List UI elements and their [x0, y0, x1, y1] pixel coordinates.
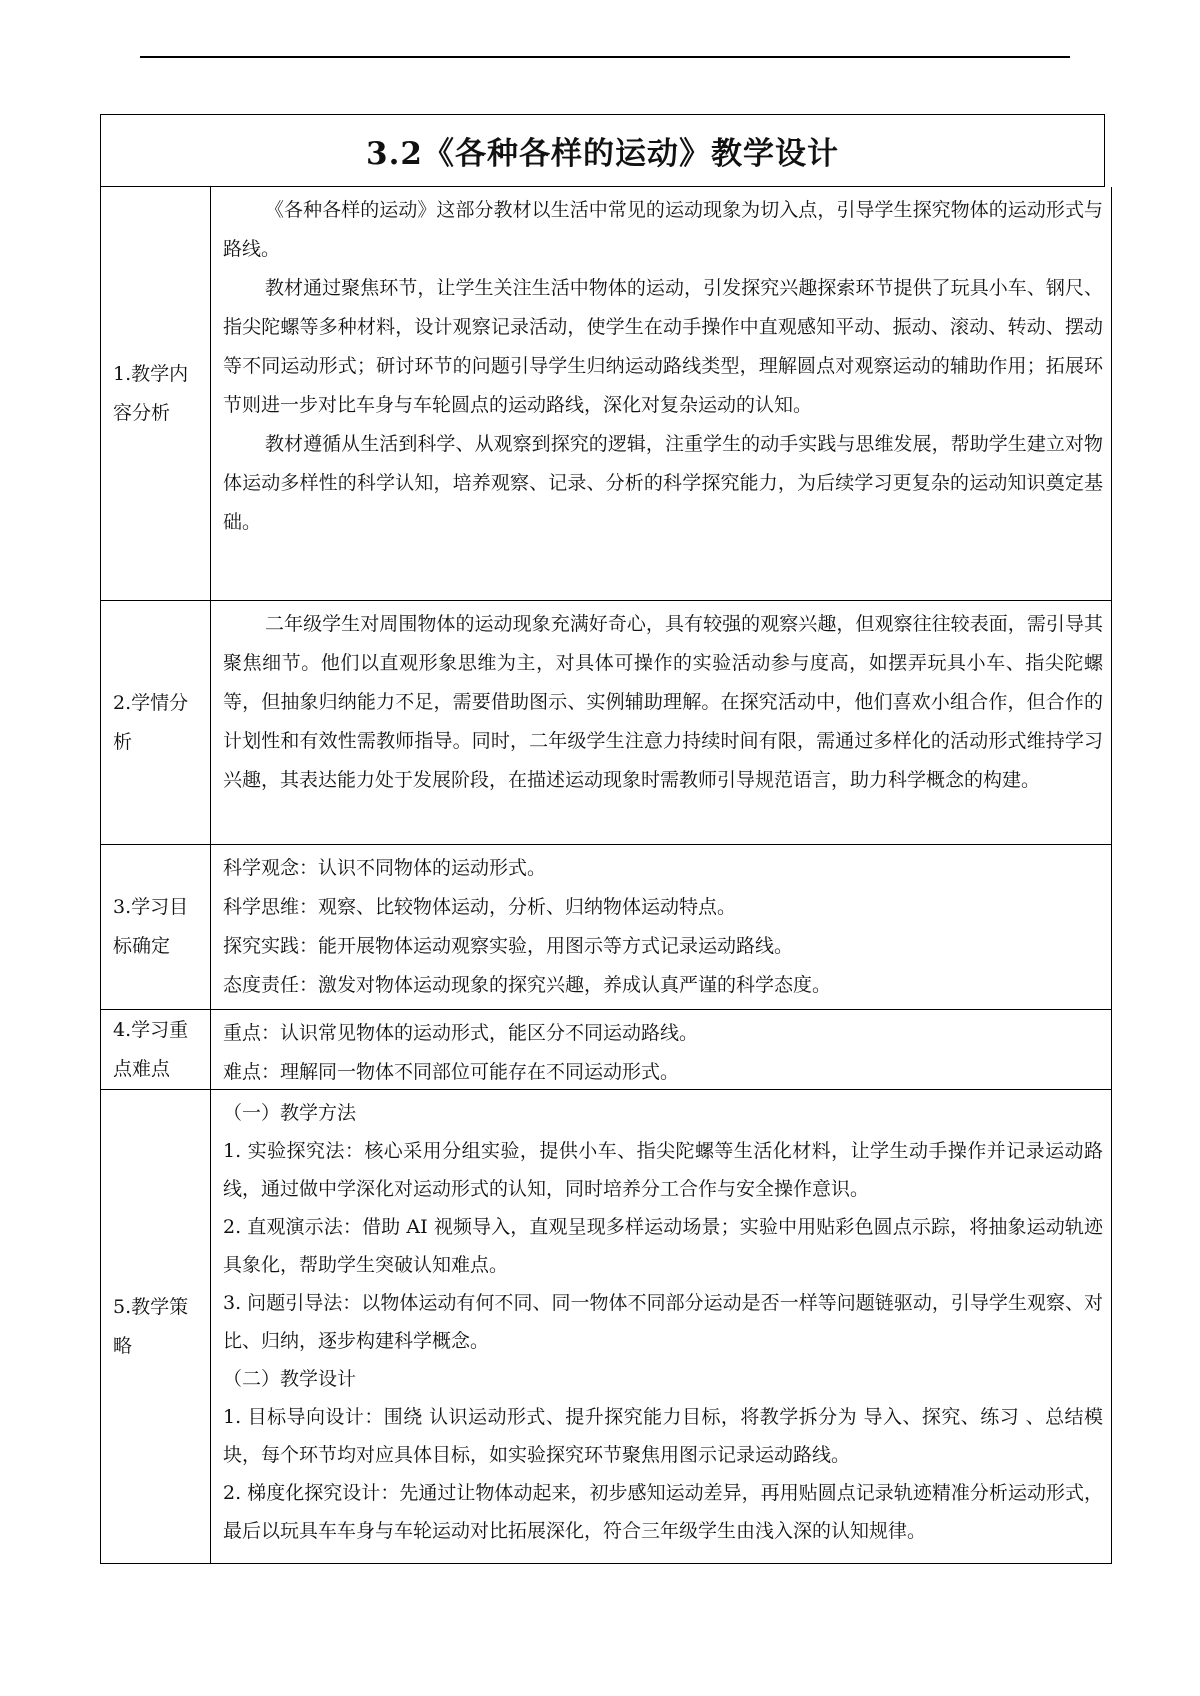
- section-body: [211, 1090, 1111, 1563]
- method-item: 1. 实验探究法：核心采用分组实验，提供小车、指尖陀螺等生活化材料，让学生动手操作并记录运动路线，通过做中学深化对运动形式的认知，同时培养分工合作与安全操作意识。: [223, 1140, 1103, 1200]
- paragraph: 《各种各样的运动》这部分教材以生活中常见的运动现象为切入点，引导学生探究物体的运动形式与路线。: [223, 199, 1103, 260]
- lesson-plan-table: [100, 114, 1105, 1564]
- header-rule: [140, 56, 1070, 58]
- paragraph: 教材遵循从生活到科学、从观察到探究的逻辑，注重学生的动手实践与思维发展，帮助学生建立对物体运动多样性的科学认知，培养观察、记录、分析的科学探究能力，为后续学习更复杂的运动知识奠定基础。: [223, 433, 1103, 533]
- section-key-difficult-points: [100, 1010, 1112, 1090]
- paragraph: 二年级学生对周围物体的运动现象充满好奇心，具有较强的观察兴趣，但观察往往较表面，需引导其聚焦细节。他们以直观形象思维为主，对具体可操作的实验活动参与度高，如摆弄玩具小车、指尖陀螺等，但抽象归纳能力不足，需要借助图示、实例辅助理解。在探究活动中，他们喜欢小组合作，但合作的计划性和有效性需教师指导。同时，二年级学生注意力持续时间有限，需通过多样化的活动形式维持学习兴趣，其表达能力处于发展阶段，在描述运动现象时需教师引导规范语言，助力科学概念的构建。: [223, 613, 1103, 791]
- key-point-line: 重点：认识常见物体的运动形式，能区分不同运动路线。: [223, 1022, 699, 1044]
- section-content-analysis: [100, 187, 1112, 601]
- section-body: [211, 1010, 1111, 1089]
- method-item: 3. 问题引导法：以物体运动有何不同、同一物体不同部分运动是否一样等问题链驱动，引导学生观察、对比、归纳，逐步构建科学概念。: [223, 1292, 1103, 1352]
- paragraph: 教材通过聚焦环节，让学生关注生活中物体的运动，引发探究兴趣探索环节提供了玩具小车、钢尺、指尖陀螺等多种材料，设计观察记录活动，使学生在动手操作中直观感知平动、振动、滚动、转动、摆动等不同运动形式；研讨环节的问题引导学生归纳运动路线类型，理解圆点对观察运动的辅助作用；拓展环节则进一步对比车身与车轮圆点的运动路线，深化对复杂运动的认知。: [223, 277, 1103, 416]
- section-label: 3.学习目标确定: [101, 845, 211, 1009]
- section-body: [211, 845, 1111, 1009]
- subheading-methods: （一）教学方法: [223, 1102, 357, 1124]
- section-learning-objectives: [100, 845, 1112, 1010]
- document-title: 3.2《各种各样的运动》教学设计: [100, 114, 1105, 187]
- objective-line: 科学思维：观察、比较物体运动，分析、归纳物体运动特点。: [223, 896, 737, 918]
- section-label: 4.学习重点难点: [101, 1010, 211, 1089]
- method-item: 2. 直观演示法：借助 AI 视频导入，直观呈现多样运动场景；实验中用贴彩色圆点示踪，将抽象运动轨迹具象化，帮助学生突破认知难点。: [223, 1216, 1103, 1276]
- objective-line: 态度责任：激发对物体运动现象的探究兴趣，养成认真严谨的科学态度。: [223, 974, 832, 996]
- difficult-point-line: 难点：理解同一物体不同部位可能存在不同运动形式。: [223, 1061, 680, 1083]
- section-teaching-strategy: [100, 1090, 1112, 1564]
- subheading-design: （二）教学设计: [223, 1368, 357, 1390]
- section-body: [211, 601, 1111, 844]
- section-learner-analysis: [100, 601, 1112, 845]
- design-item: 1. 目标导向设计：围绕 认识运动形式、提升探究能力目标，将教学拆分为 导入、探究、练习 、总结模块，每个环节均对应具体目标，如实验探究环节聚焦用图示记录运动路线。: [223, 1406, 1103, 1466]
- section-label: 1.教学内容分析: [101, 187, 211, 600]
- section-body: [211, 187, 1111, 600]
- section-label: 2.学情分析: [101, 601, 211, 844]
- objective-line: 科学观念：认识不同物体的运动形式。: [223, 857, 547, 879]
- design-item: 2. 梯度化探究设计：先通过让物体动起来，初步感知运动差异，再用贴圆点记录轨迹精准分析运动形式，最后以玩具车车身与车轮运动对比拓展深化，符合三年级学生由浅入深的认知规律。: [223, 1482, 1103, 1542]
- objective-line: 探究实践：能开展物体运动观察实验，用图示等方式记录运动路线。: [223, 935, 794, 957]
- section-label: 5.教学策略: [101, 1090, 211, 1563]
